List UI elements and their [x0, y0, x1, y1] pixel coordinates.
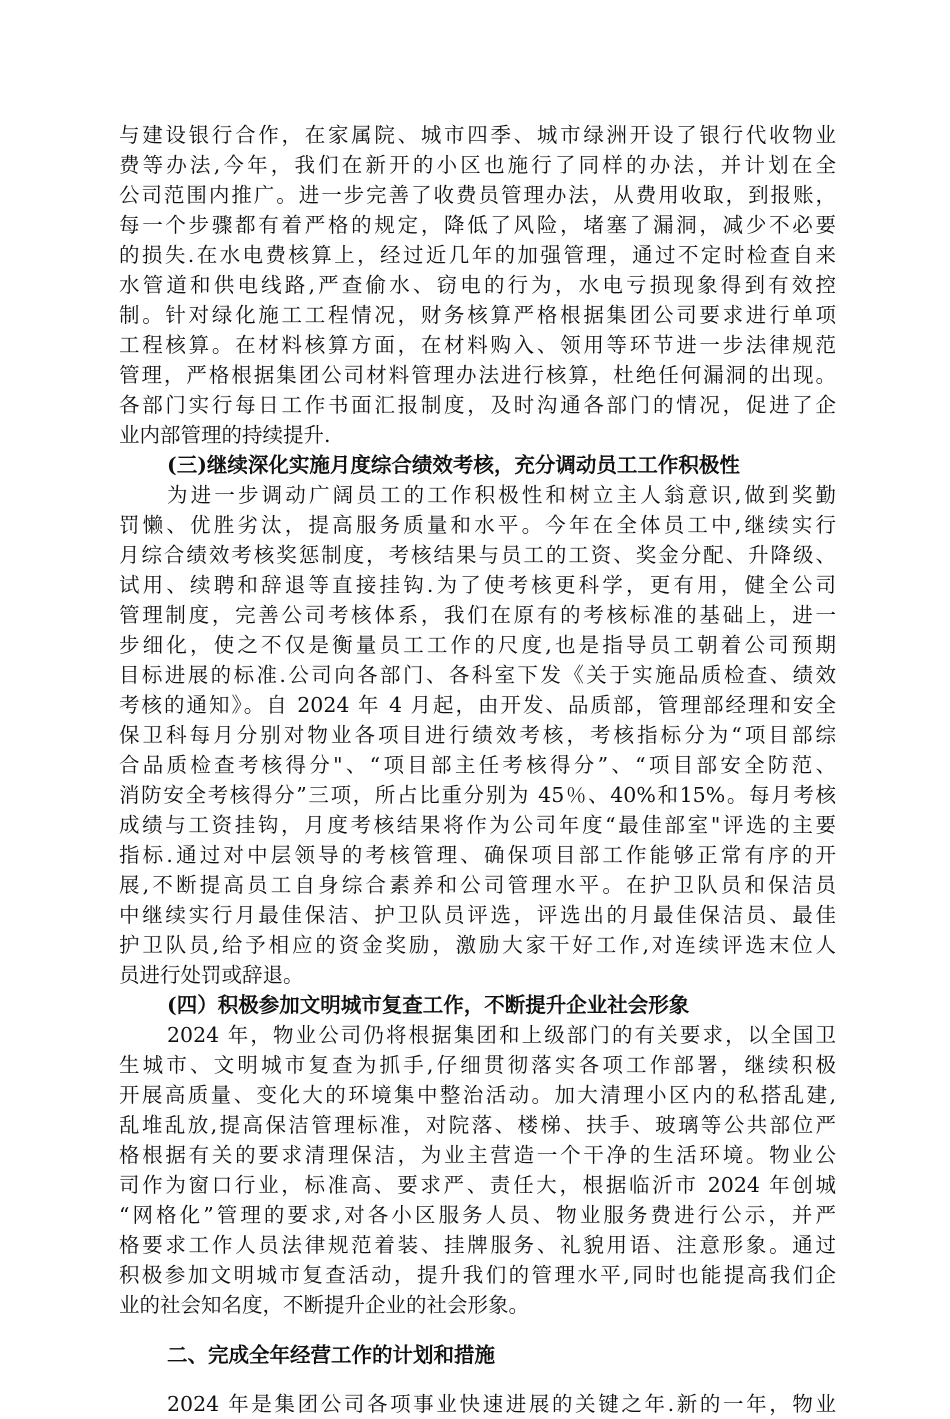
section-heading-3: (三)继续深化实施月度综合绩效考核，充分调动员工工作积极性 — [167, 453, 740, 477]
paragraph-line: 生城市、文明城市复查为抓手,仔细贯彻落实各项工作部署，继续积极 — [119, 1053, 836, 1077]
paragraph-line: 水管道和供电线路,严查偷水、窃电的行为，水电亏损现象得到有效控 — [119, 273, 836, 297]
document-page — [119, 120, 836, 1419]
paragraph-line: 员进行处罚或辞退。 — [119, 963, 304, 987]
paragraph-line: 乱堆乱放,提高保洁管理标准，对院落、楼梯、扶手、玻璃等公共部位严 — [119, 1113, 836, 1137]
paragraph-line: 制。针对绿化施工工程情况，财务核算严格根据集团公司要求进行单项 — [119, 303, 836, 327]
paragraph-line: 护卫队员,给予相应的资金奖励，激励大家干好工作,对连续评选末位人 — [119, 933, 836, 957]
paragraph-line: 合品质检查考核得分"、“项目部主任考核得分”、“项目部安全防范、 — [119, 753, 836, 777]
paragraph-line: 2024 年是集团公司各项事业快速进展的关键之年.新的一年，物业 — [167, 1392, 836, 1416]
paragraph-line: 格根据有关的要求清理保洁，为业主营造一个干净的生活环境。物业公 — [119, 1143, 836, 1167]
paragraph-line: 工程核算。在材料核算方面，在材料购入、领用等环节进一步法律规范 — [119, 333, 836, 357]
paragraph-line: 指标.通过对中层领导的考核管理、确保项目部工作能够正常有序的开 — [119, 843, 836, 867]
paragraph-line: 月综合绩效考核奖惩制度，考核结果与员工的工资、奖金分配、升降级、 — [119, 543, 836, 567]
paragraph-line: 展,不断提高员工自身综合素养和公司管理水平。在护卫队员和保洁员 — [119, 873, 836, 897]
paragraph-line: 业的社会知名度，不断提升企业的社会形象。 — [119, 1293, 529, 1317]
paragraph-line: 的损失.在水电费核算上，经过近几年的加强管理，通过不定时检查自来 — [119, 243, 836, 267]
paragraph-line: 管理制度，完善公司考核体系，我们在原有的考核标准的基础上，进一 — [119, 603, 836, 627]
paragraph-line: “网格化”管理的要求,对各小区服务人员、物业服务费进行公示，并严 — [119, 1203, 836, 1227]
paragraph-line: 步细化，使之不仅是衡量员工工作的尺度,也是指导员工朝着公司预期 — [119, 633, 836, 657]
paragraph-line: 格要求工作人员法律规范着装、挂牌服务、礼貌用语、注意形象。通过 — [119, 1233, 836, 1257]
section-heading-2: 二、完成全年经营工作的计划和措施 — [167, 1343, 495, 1367]
paragraph-line: 管理，严格根据集团公司材料管理办法进行核算，杜绝任何漏洞的出现。 — [119, 363, 836, 387]
paragraph-line: 各部门实行每日工作书面汇报制度，及时沟通各部门的情况，促进了企 — [119, 393, 836, 417]
paragraph-line: 与建设银行合作，在家属院、城市四季、城市绿洲开设了银行代收物业 — [119, 123, 836, 147]
paragraph-line: 中继续实行月最佳保洁、护卫队员评选，评选出的月最佳保洁员、最佳 — [119, 903, 836, 927]
section-heading-4: (四）积极参加文明城市复查工作，不断提升企业社会形象 — [167, 993, 690, 1017]
paragraph-line: 2024 年，物业公司仍将根据集团和上级部门的有关要求，以全国卫 — [167, 1023, 836, 1047]
paragraph-line: 成绩与工资挂钩，月度考核结果将作为公司年度“最佳部室"评选的主要 — [119, 813, 836, 837]
paragraph-line: 保卫科每月分别对物业各项目进行绩效考核，考核指标分为“项目部综 — [119, 723, 836, 747]
paragraph-line: 费等办法,今年，我们在新开的小区也施行了同样的办法，并计划在全 — [119, 153, 836, 177]
paragraph-line: 业内部管理的持续提升. — [119, 423, 331, 447]
paragraph-line: 为进一步调动广阔员工的工作积极性和树立主人翁意识,做到奖勤 — [167, 483, 836, 507]
paragraph-line: 开展高质量、变化大的环境集中整治活动。加大清理小区内的私搭乱建, — [119, 1083, 836, 1107]
paragraph-line: 考核的通知》。自 2024 年 4 月起，由开发、品质部，管理部经理和安全 — [119, 693, 836, 717]
paragraph-line: 罚懒、优胜劣汰，提高服务质量和水平。今年在全体员工中,继续实行 — [119, 513, 836, 537]
paragraph-line: 消防安全考核得分”三项，所占比重分别为 45％、40%和15%。每月考核 — [119, 783, 836, 807]
paragraph-line: 每一个步骤都有着严格的规定，降低了风险，堵塞了漏洞，减少不必要 — [119, 213, 836, 237]
paragraph-line: 试用、续聘和辞退等直接挂钩.为了使考核更科学，更有用，健全公司 — [119, 573, 836, 597]
paragraph-line: 目标进展的标准.公司向各部门、各科室下发《关于实施品质检查、绩效 — [119, 663, 836, 687]
paragraph-line: 公司范围内推广。进一步完善了收费员管理办法，从费用收取，到报账， — [119, 183, 836, 207]
paragraph-line: 积极参加文明城市复查活动，提升我们的管理水平,同时也能提高我们企 — [119, 1263, 836, 1287]
paragraph-line: 司作为窗口行业，标准高、要求严、责任大，根据临沂市 2024 年创城 — [119, 1173, 836, 1197]
